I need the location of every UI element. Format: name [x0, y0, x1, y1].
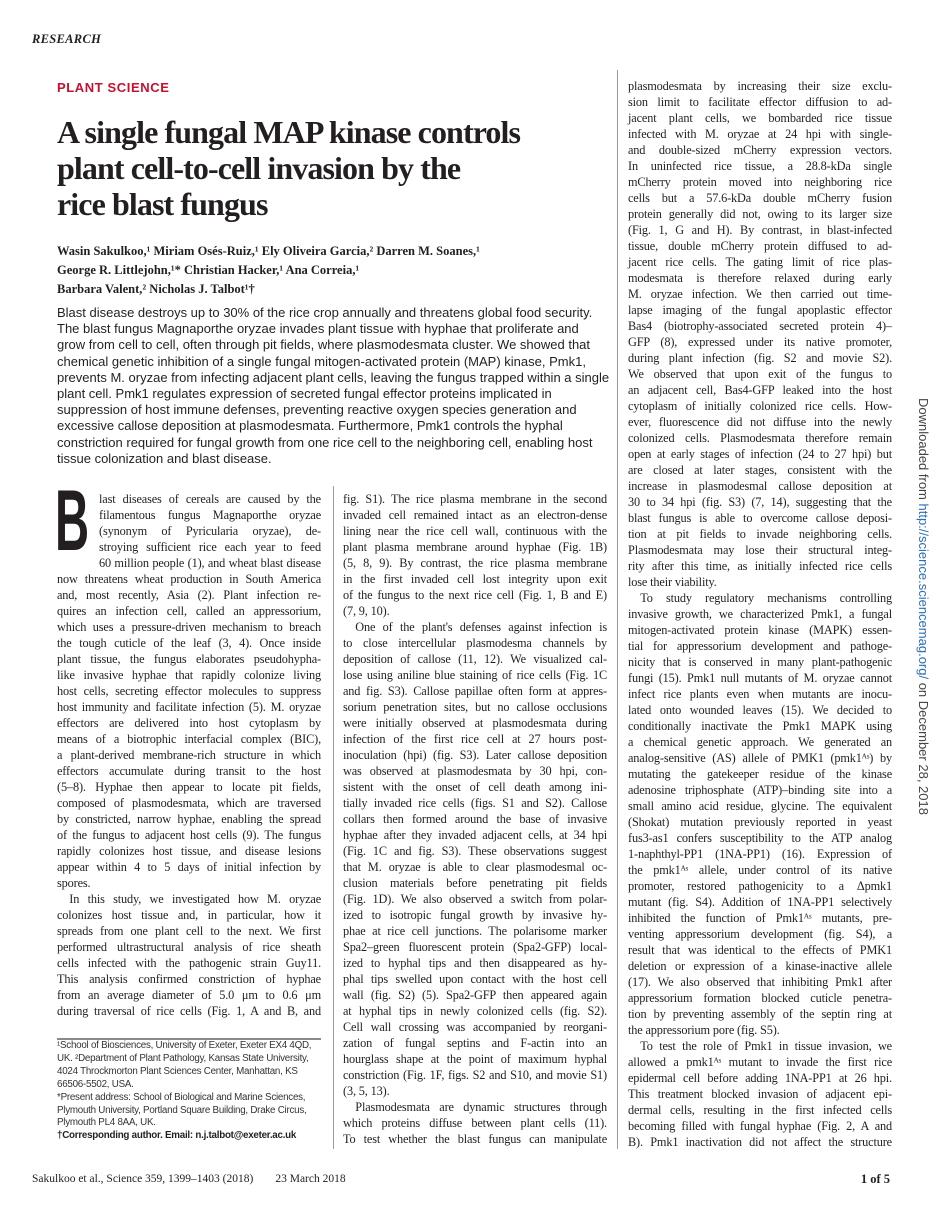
- footnote-line: 4024 Throckmorton Plant Sciences Center, Manhattan, KS: [57, 1065, 298, 1077]
- text-line: invaded cell remained intact as an electron-dense: [343, 508, 607, 522]
- text-line: We observed that upon exit of the fungus to: [628, 367, 892, 381]
- text-line: tissue, double mCherry protein diffused to ad-: [628, 239, 892, 253]
- text-line: adenosine triphosphate (ATP)–binding site into a: [628, 783, 892, 797]
- text-line: infect rice plants even when mutants are inocu-: [628, 687, 892, 701]
- text-line: This treatment blocked invasion of adjacent epi-: [628, 1087, 892, 1101]
- text-line: plasmodesmata by increasing their size exclu-: [628, 79, 892, 93]
- text-line: of the fungus to adjacent host cells (9). The fungus: [57, 828, 321, 842]
- abstract-line: Blast disease destroys up to 30% of the rice crop annually and threatens global food security.: [57, 305, 593, 320]
- text-line: (Shokat) mutation previously reported in yeast: [628, 815, 892, 829]
- footnote-line: *Present address: School of Biological and Marine Sciences,: [57, 1091, 306, 1103]
- text-line: host cells, secreting effector molecules to suppress: [57, 684, 321, 698]
- text-line: In uninfected rice tissue, a 28.8-kDa single: [628, 159, 892, 173]
- text-line: which proteins diffuse between plant cells (11).: [343, 1116, 607, 1130]
- text-line: (5, 8, 9). By contrast, the rice plasma membrane: [343, 556, 607, 570]
- text-line: ized to isotropic fungal growth by invasive hy-: [343, 908, 607, 922]
- body-column-2: [343, 491, 607, 1147]
- text-line: venting appressorium development (fig. S4), a: [628, 927, 892, 941]
- text-line: means of a biotrophic interfacial complex (BIC),: [57, 732, 321, 746]
- text-line: analog-sensitive (AS) allele of PMK1 (pmk1ᴬˢ) by: [628, 751, 892, 765]
- column-divider: [333, 486, 334, 1149]
- body-column-1: [57, 491, 321, 1019]
- body-column-3: [628, 78, 892, 1150]
- text-line: fus3-as1 confers susceptibility to the ATP analog: [628, 831, 892, 845]
- text-line: B). Pmk1 inactivation did not affect the structure: [628, 1135, 892, 1149]
- text-line: by constricted, narrow hyphae, enabling the spread: [57, 812, 321, 826]
- text-line: cells but a 57.6-kDa double mCherry fusion: [628, 191, 892, 205]
- text-line: and, most recently, Asia (2). Plant infection re-: [57, 588, 321, 602]
- text-line: constriction (Fig. 1F, figs. S2 and S10, and movie S1): [343, 1068, 607, 1082]
- author-line: Wasin Sakulkoo,¹ Miriam Osés-Ruiz,¹ Ely Oliveira Garcia,² Darren M. Soanes,¹: [57, 244, 480, 258]
- page-number: 1 of 5: [860, 1172, 890, 1186]
- abstract-line: The blast fungus Magnaporthe oryzae invades plant tissue with hyphae that proliferate and: [57, 321, 579, 337]
- text-line: 1-naphthyl-PP1 (1NA-PP1) (16). Expression of: [628, 847, 892, 861]
- text-line: tial for appressorium development and pathoge-: [628, 639, 892, 653]
- text-line: tion by preventing assembly of the septin ring at: [628, 1007, 892, 1021]
- drop-cap: B: [55, 473, 90, 569]
- text-line: appressorium formation blocked cuticle penetra-: [628, 991, 892, 1005]
- text-line: To study regulatory mechanisms controlling: [640, 591, 892, 605]
- download-note: [916, 398, 931, 815]
- text-line: dermal cells, resulting in the first infected cells: [628, 1103, 892, 1117]
- abstract-line: prevents M. oryzae from infecting adjacent plant cells, leaving the fungus trapped within a single: [57, 369, 610, 385]
- text-line: blast fungus is able to overcome callose deposi-: [628, 511, 892, 525]
- text-line: a plant-derived membrane-rich structure in which: [57, 748, 321, 762]
- text-line: Cell wall crossing was accompanied by reorgani-: [343, 1020, 607, 1034]
- text-line: fungi (15). Pmk1 null mutants of M. oryzae cannot: [628, 671, 892, 685]
- text-line: effectors are delivered into host cytoplasm by: [57, 716, 321, 730]
- abstract-line: suppression of host immune defenses, preventing reactive oxygen species generation and: [57, 402, 577, 418]
- footnote-line: ¹School of Biosciences, University of Exeter, Exeter EX4 4QD,: [57, 1040, 312, 1051]
- title-line: A single fungal MAP kinase controls: [57, 114, 521, 150]
- text-line: an adjacent cell, Bas4-GFP leaked into the host: [628, 383, 892, 397]
- text-line: appear within 4 to 5 days of initial infection by: [57, 860, 321, 874]
- text-line: was observed at plasmodesmata by 30 hpi, con-: [343, 764, 607, 778]
- text-line: (Fig. 1D). We also observed a switch from polar-: [343, 892, 607, 906]
- text-line: phal tips swelled upon contact with the host cell: [343, 972, 607, 986]
- text-line: effectors accumulate during transit to the host: [57, 764, 321, 778]
- text-line: from an average diameter of 5.0 μm to 0.6 μm: [57, 988, 321, 1002]
- text-line: the pmk1ᴬˢ allele, under control of its native: [628, 863, 892, 877]
- download-link[interactable]: http://science.sciencemag.org/: [916, 503, 931, 680]
- text-line: and fig. S3). Callose papillae often form at appres-: [343, 684, 607, 698]
- text-line: a chemical genetic approach. We generated an: [628, 735, 892, 749]
- title-line: plant cell-to-cell invasion by the: [57, 150, 461, 186]
- text-line: tially invaded rice cells (figs. S1 and S2). Callose: [343, 796, 607, 810]
- text-line: hyphae after they invaded adjacent cells, at 34 hpi: [343, 828, 607, 842]
- text-line: filamentous fungus Magnaporthe oryzae: [99, 508, 321, 522]
- text-line: and double-sized mCherry expression vectors.: [628, 143, 892, 157]
- footnote-line: 66506-5502, USA.: [57, 1078, 134, 1090]
- text-line: (5–8). Hyphae then appear to locate pit fields,: [57, 780, 321, 794]
- text-line: lated onto wounded leaves (15). We decided to: [628, 703, 892, 717]
- text-line: tion at pit fields to invade neighboring cells.: [628, 527, 892, 541]
- text-line: cytoplasm of initially colonized rice cells. How-: [628, 399, 892, 413]
- text-line: mutant (fig. S4). Addition of 1NA-PP1 selectively: [628, 895, 892, 909]
- author-line: George R. Littlejohn,¹* Christian Hacker,¹ Ana Correia,¹: [57, 263, 360, 277]
- text-line: are closed at later stages, consistent with the: [628, 463, 892, 477]
- text-line: inoculation (hpi) (fig. S3). Later callose deposition: [343, 748, 607, 762]
- text-line: spores.: [57, 876, 91, 890]
- text-line: result that was identical to the effects of PMK1: [628, 943, 892, 957]
- text-line: colonizes host tissue and, in particular, how it: [57, 908, 321, 922]
- text-line: which uses a pressure-driven mechanism to breach: [57, 620, 321, 634]
- text-line: last diseases of cereals are caused by the: [99, 492, 321, 506]
- text-line: (synonym of Pyricularia oryzae), de-: [99, 524, 321, 538]
- text-line: the appressorium pore (fig. S5).: [628, 1023, 780, 1037]
- text-line: (Fig. 1, G and H). By contrast, in blast-infected: [628, 223, 892, 237]
- text-line: This analysis confirmed constriction of hyphae: [57, 972, 321, 986]
- text-line: small amino acid residue, glycine. The equivalent: [628, 799, 892, 813]
- footnote-line: Plymouth PL4 8AA, UK.: [57, 1117, 156, 1129]
- text-line: cells infected with the pathogenic strain Guy11.: [57, 956, 321, 970]
- text-line: wall (fig. S2) (5). Spa2-GFP then appeared again: [343, 988, 607, 1002]
- corresponding-author: †Corresponding author. Email: n.j.talbot@exeter.ac.uk: [57, 1130, 297, 1142]
- text-line: lose using aniline blue staining of rice cells (Fig. 1C: [343, 668, 607, 682]
- text-line: Bas4 (biotrophy-associated secreted protein 4)–: [628, 319, 892, 333]
- author-list: [57, 242, 602, 299]
- text-line: mutating the gatekeeper residue of the kinase: [628, 767, 892, 781]
- text-line: phae at rice cell junctions. The polarisome marker: [343, 924, 607, 938]
- text-line: were initially observed at plasmodesmata during: [343, 716, 607, 730]
- text-line: Plasmodesmata are dynamic structures through: [355, 1100, 607, 1114]
- abstract-line: constriction required for fungal growth from one rice cell to the neighboring cell, enabling host: [57, 434, 593, 450]
- text-line: like invasive hyphae that rapidly colonize living: [57, 668, 321, 682]
- abstract-line: plant cell. Pmk1 regulates expression of secreted fungal effector proteins implicated in: [57, 386, 552, 402]
- text-line: in the first invaded cell lost integrity upon exit: [343, 572, 607, 586]
- text-line: lose their viability.: [628, 575, 717, 589]
- text-line: colonized cells. Plasmodesmata therefore remain: [628, 431, 892, 445]
- text-line: GFP (8), expressed under its native promoter,: [628, 335, 892, 349]
- text-line: the tough cuticle of the leaf (3, 4). Once inside: [57, 636, 321, 650]
- abstract-line: tissue colonization and blast disease.: [57, 450, 272, 466]
- text-line: mitogen-activated protein kinase (MAPK) essen-: [628, 623, 892, 637]
- download-suffix: on December 28, 2018: [916, 679, 931, 815]
- footer-citation: Sakulkoo et al., Science 359, 1399–1403 (2018): [32, 1173, 254, 1185]
- text-line: lapse imaging of the fungal apoplastic effector: [628, 303, 892, 317]
- text-line: Plasmodesmata may lose their structural integ-: [628, 543, 892, 557]
- text-line: during traversal of rice cells (Fig. 1, A and B, and: [57, 1004, 321, 1018]
- text-line: rity after this time, as initially infected rice cells: [628, 559, 892, 573]
- text-line: plant tissue, the fungus elaborates pseudohypha-: [57, 652, 321, 666]
- text-line: ized to hyphal tips and then disappeared as hy-: [343, 956, 607, 970]
- download-prefix: Downloaded from: [916, 398, 931, 504]
- text-line: increase in plasmodesmal callose deposition at: [628, 479, 892, 493]
- running-head: RESEARCH: [32, 32, 102, 46]
- abstract-line: excessive callose deposition at plasmodesmata. Furthermore, Pmk1 controls the hyphal: [57, 418, 563, 434]
- text-line: 60 million people (1), and wheat blast disease: [99, 556, 321, 570]
- text-line: (7, 9, 10).: [343, 604, 390, 618]
- text-line: zation of fungal septins and F-actin into an: [343, 1036, 607, 1050]
- text-line: to close intercellular plasmodesma channels by: [343, 636, 607, 650]
- text-line: allowed a pmk1ᴬˢ mutant to invade the first rice: [628, 1055, 892, 1069]
- text-line: invasive growth, we characterized Pmk1, a fungal: [628, 607, 892, 621]
- text-line: M. oryzae infection. We then carried out time-: [628, 287, 892, 301]
- text-line: (17). We also observed that inhibiting Pmk1 after: [628, 975, 892, 989]
- text-line: modesmata is therefore relaxed during early: [628, 271, 892, 285]
- text-line: hourglass shape at the point of maximum hyphal: [343, 1052, 607, 1066]
- text-line: Spa2–green fluorescent protein (Spa2-GFP) local-: [343, 940, 607, 954]
- section-label: PLANT SCIENCE: [57, 80, 170, 95]
- text-line: jacent rice cells. The gating limit of rice plas-: [628, 255, 892, 269]
- column-divider: [617, 70, 618, 1149]
- text-line: 30 to 34 hpi (fig. S3) (7, 14), suggesting that the: [628, 495, 892, 509]
- text-line: fig. S1). The rice plasma membrane in the second: [343, 492, 607, 506]
- abstract-line: grow from cell to cell, often through pit fields, where plasmodesmata cluster. We showed that: [57, 337, 591, 353]
- text-line: conditionally inactivate the Pmk1 MAPK using: [628, 719, 892, 733]
- text-line: now threatens wheat production in South America: [57, 572, 321, 586]
- text-line: becoming filled with fungal hyphae (Fig. 2, A and: [628, 1119, 892, 1133]
- text-line: inhibited the function of Pmk1ᴬˢ mutants, pre-: [628, 911, 892, 925]
- text-line: To test the role of Pmk1 in tissue invasion, we: [640, 1039, 892, 1053]
- text-line: quires an infection cell, called an appressorium,: [57, 604, 321, 618]
- text-line: performed ultrastructural analysis of rice sheath: [57, 940, 321, 954]
- text-line: deposition of callose (11, 12). We visualized cal-: [343, 652, 607, 666]
- text-line: sistent with the onset of cell death among ini-: [343, 780, 607, 794]
- footer-date: 23 March 2018: [275, 1173, 346, 1185]
- text-line: plant plasma membrane around hyphae (Fig. 1B): [343, 540, 607, 554]
- text-line: deletion or expression of a kinase-inactive allele: [628, 959, 892, 973]
- abstract-line: chemical genetic inhibition of a single fungal mitogen-activated protein (MAP) kinase, Pmk1,: [57, 353, 586, 369]
- text-line: sion limit to facilitate effector diffusion to ad-: [628, 95, 892, 109]
- text-line: In this study, we investigated how M. oryzae: [69, 892, 321, 906]
- text-line: spreads from one plant cell to the next. We first: [57, 924, 321, 938]
- author-line: Barbara Valent,² Nicholas J. Talbot¹†: [57, 282, 255, 296]
- text-line: infection of the first rice cell at 27 hours post-: [343, 732, 607, 746]
- text-line: (3, 5, 13).: [343, 1084, 390, 1098]
- text-line: rapidly colonizes host tissue, and disease lesions: [57, 844, 321, 858]
- text-line: protein generally did not, owing to its larger size: [628, 207, 892, 221]
- text-line: epidermal cell before adding 1NA-PP1 at 26 hpi.: [628, 1071, 892, 1085]
- text-line: at hyphal tips in newly colonized cells (fig. S2).: [343, 1004, 607, 1018]
- text-line: mCherry protein moved into neighboring rice: [628, 175, 892, 189]
- text-line: lining near the rice cell wall, continuous with the: [343, 524, 607, 538]
- text-line: (Fig. 1C and fig. S3). These observations suggest: [343, 844, 607, 858]
- text-line: composed of plasmodesmata, which are traversed: [57, 796, 321, 810]
- text-line: infected with M. oryzae at 24 hpi with single-: [628, 127, 892, 141]
- text-line: stroying sufficient rice each year to feed: [99, 540, 321, 554]
- text-line: jacent plant cells, we bombarded rice tissue: [628, 111, 892, 125]
- footer-citation-block: [32, 1173, 346, 1185]
- text-line: clusion materials before penetrating pit fields: [343, 876, 607, 890]
- text-line: collars then formed around the base of invasive: [343, 812, 607, 826]
- text-line: during plant infection (fig. S2 and movie S2).: [628, 351, 892, 365]
- text-line: of the fungus to the next rice cell (Fig. 1, B and E): [343, 588, 607, 602]
- text-line: that M. oryzae is able to clear plasmodesmal oc-: [343, 860, 607, 874]
- abstract: [57, 305, 610, 467]
- text-line: host immunity and facilitate infection (5). M. oryzae: [57, 700, 321, 714]
- text-line: open at early stages of infection (24 to 27 hpi) but: [628, 447, 892, 461]
- title-line: rice blast fungus: [57, 186, 268, 222]
- text-line: promoter, restored pathogenicity to a Δpmk1: [628, 879, 892, 893]
- text-line: One of the plant's defenses against infection is: [355, 620, 607, 634]
- text-line: ever, fluorescence did not diffuse into the newly: [628, 415, 892, 429]
- footnote-line: UK. ²Department of Plant Pathology, Kansas State University,: [57, 1052, 309, 1064]
- footnotes: [57, 1040, 327, 1143]
- text-line: sorium penetration sites, but no callose occlusions: [343, 700, 607, 714]
- text-line: nicity that is conserved in many plant-pathogenic: [628, 655, 892, 669]
- text-line: To test whether the blast fungus can manipulate: [343, 1132, 607, 1146]
- footnote-line: Plymouth University, Portland Square Building, Drake Circus,: [57, 1104, 307, 1116]
- article-title: [57, 114, 602, 222]
